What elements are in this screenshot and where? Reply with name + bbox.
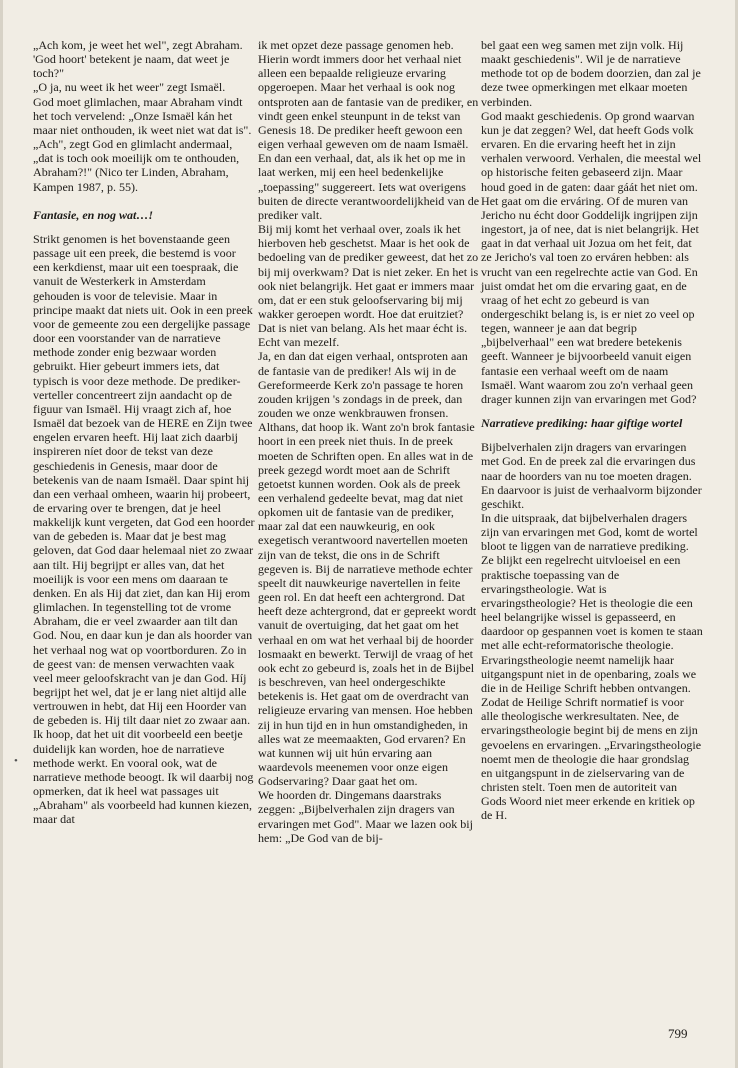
spacer [481,430,703,440]
paragraph: Ik hoop, dat het uit dit voorbeeld een beetje duidelijk kan worden, hoe de narratieve methode werkt. En vooral ook, wat de narratieve methode beoogt. Ik wil daarbij nog opmerken, dat ik heel wat passages uit „Abraham" als voorbeeld had kunnen kiezen, maar dat [33,727,254,827]
paragraph: ik met opzet deze passage genomen heb. Hierin wordt immers door het verhaal niet alleen een bepaalde religieuze ervaring opgeroepen. Maar het verhaal is ook nog ontsproten aan de fantasie van de prediker, en vindt geen enkel steunpunt in de tekst van Genesis 18. De prediker heeft gewoon een eigen verhaal geweven om de naam Ismaël. En dan een verhaal, dat, als ik het op me in laat werken, mij een heel bedenkelijke „toepassing" suggereert. Iets wat overigens buiten de directe verantwoordelijkheid van de prediker valt. [258,38,480,222]
paragraph: Ja, en dan dat eigen verhaal, ontsproten aan de fantasie van de prediker! Als wij in de Gereformeerde Kerk zo'n passage te horen zouden krijgen 's zondags in de preek, dan zouden we onze wenkbrauwen fronsen. Althans, dat hoop ik. Want zo'n brok fantasie hoort in een preek niet thuis. In de preek moeten de Schriften open. En alles wat in de preek gezegd wordt moet aan de Schrift getoetst kunnen worden. Ook als de preek een verhalend gedeelte bevat, mag dat niet opkomen uit de fantasie van de prediker, maar zal dat een nauwkeurig, en ook exegetisch verantwoord navertellen moeten zijn van de tekst, die ons in de Schrift gegeven is. Bij de narratieve methode echter speelt dit nauwkeurige navertellen in feite geen rol. En dat heeft een achtergrond. Dat heeft deze achtergrond, dat er gepreekt wordt vanuit de overtuiging, dat het gaat om het verhaal en om wat het verhaal bij de hoorder losmaakt en bewerkt. Terwijl de vraag of het ook echt zo gebeurd is, zoals het in de Bijbel is beschreven, van heel ondergeschikte betekenis is. Het gaat om de overdracht van religieuze ervaring van mensen. Hoe hebben zij in hun tijd en in hun omstandigheden, in alles wat ze meemaakten, God ervaren? En wat kunnen wij uit hún ervaring aan waardevols meenemen voor onze eigen Godservaring? Daar gaat het om. [258,349,477,789]
paragraph: In die uitspraak, dat bijbelverhalen dragers zijn van ervaringen met God, komt de wortel bloot te liggen van de narratieve prediking. Ze blijkt een regelrecht uitvloeisel en een praktische toepassing van de ervaringstheologie. Wat is ervaringstheologie? Het is theologie die een heel belangrijke wissel is gepasseerd, en daardoor op gespannen voet is komen te staan met alle echt-reformatorische theologie. Ervaringstheologie neemt namelijk haar uitgangspunt niet in de openbaring, zoals we die in de Heilige Schrift hebben ontvangen. Zodat de Heilige Schrift normatief is voor alle theologische werkresultaten. Nee, de ervaringstheologie begint bij de mens en zijn gevoelens en ervaringen. „Ervaringstheologie noemt men de theologie die haar grondslag en uitgangspunt in de zielservaring van de christen stelt. Toen men de autoriteit van Gods Woord niet meer erkende en kritiek op de H. [481,511,703,823]
paragraph: Bij mij komt het verhaal over, zoals ik het hierboven heb geschetst. Maar is het ook de bedoeling van de prediker geweest, dat het zo bij mij overkwam? Dat is niet zeker. En het is ook niet belangrijk. Het gaat er immers maar om, dat er een stuk geloofservaring bij mij wakker geroepen wordt. Hoe dat eruitziet? Dat is niet van belang. Als het maar écht is. Echt van mezelf. [258,222,479,350]
page-left-edge [0,0,3,1068]
paragraph: „Ach", zegt God en glimlacht andermaal, „dat is toch ook moeilijk om te onthouden, Abraham?!" (Nico ter Linden, Abraham, Kampen 1987, p. 55). [33,137,240,194]
paragraph: God moet glimlachen, maar Abraham vindt het toch vervelend: „Onze Ismaël kán het maar niet onthouden, ik weet niet wat dat is". [33,94,252,137]
margin-mark: • [14,755,18,767]
column-left [33,38,255,827]
column-right [481,38,703,822]
section-heading-fantasie: Fantasie, en nog wat…! [33,207,154,222]
spacer [33,222,255,232]
spacer [33,194,255,208]
column-middle [258,38,480,845]
paragraph: bel gaat een weg samen met zijn volk. Hij maakt geschiedenis". Wil je de narratieve methode tot op de bodem doorzien, dan zal je deze twee opmerkingen met elkaar moeten verbinden. [481,38,701,109]
paragraph: „Ach kom, je weet het wel", zegt Abraham. 'God hoort' betekent je naam, dat weet je toch?" [33,38,243,81]
spacer [481,406,703,416]
paragraph: „O ja, nu weet ik het weer" zegt Ismaël. [33,80,226,95]
paragraph: We hoorden dr. Dingemans daarstraks zeggen: „Bijbelverhalen zijn dragers van ervaringen met God". Maar we lazen ook bij hem: „De God van de bij- [258,788,473,845]
paragraph: Strikt genomen is het bovenstaande geen passage uit een preek, die bestemd is voor een kerkdienst, maar uit een toespraak, die vanuit de Westerkerk in Amsterdam gehouden is voor de televisie. Maar in principe maakt dat niets uit. Ook in een preek voor de gemeente zou een dergelijke passage door een voorstander van de narratieve methode zonder enig bezwaar worden gebruikt. Hier gebeurt immers iets, dat typisch is voor deze methode. De prediker-verteller concentreert zijn aandacht op de figuur van Ismaël. Hij vraagt zich af, hoe Ismaël dat bezoek van de HERE en Zijn twee engelen ervaren heeft. Hij laat zich daarbij inspireren níet door de tekst van deze geschiedenis in Genesis, maar door de betekenis van de naam Ismaël. Daar spint hij dan een verhaal omheen, waarin hij probeert, de ervaring over te brengen, dat je heel makkelijk kunt vergeten, dat God een hoorder van de gebeden is. Maar dat je best mag geloven, dat God daar helemaal niet zo zwaar aan tilt. Hij begrijpt er alles van, dat het moeilijk is voor een mens om daaraan te denken. En als Hij dat ziet, dan kan Hij erom glimlachen. In tegenstelling tot de vrome Abraham, die er veel zwaarder aan tilt dan God. Nou, en daar kun je dan als hoorder van het verhaal nog wat op voortborduren. Zo in de geest van: de mensen verwachten vaak veel meer geloofskracht van je dan God. Híj begrijpt het wel, dat je er lang niet altijd alle vertrouwen in hebt, dat Hij een Hoorder van de gebeden is. Hij tilt daar niet zo zwaar aan. [33,232,255,728]
paragraph: God maakt geschiedenis. Op grond waarvan kun je dat zeggen? Wel, dat heeft Gods volk ervaren. En die ervaring heeft het in zijn verhalen verwoord. Verhalen, die meestal wel op historische feiten gebaseerd zijn. Maar houd goed in de gaten: daar gáát het niet om. Het gaat om die erváring. Of de muren van Jericho nu écht door Goddelijk ingrijpen zijn ingestort, ja of nee, dat is niet belangrijk. Het gaat in dat verhaal uit Jozua om het feit, dat ze Jericho's val toen zo erváren hebben: als vrucht van een regelrechte actie van God. En juist omdat het om die ervaring gaat, en de vraag of het echt zo gebeurd is van ondergeschikt belang is, is er niet zo veel op tegen, wanneer je aan dat begrip „bijbelverhaal" een wat bredere betekenis geeft. Wanneer je bijvoorbeeld vanuit eigen fantasie een verhaal weeft om de naam Ismaël. Want waarom zou zo'n verhaal geen drager kunnen zijn van ervaringen met God? [481,108,702,406]
section-heading-narratieve-prediking: Narratieve prediking: haar giftige wortel [481,416,683,431]
page-number: 799 [668,1026,688,1041]
paragraph: Bijbelverhalen zijn dragers van ervaringen met God. En de preek zal die ervaringen dus naar de hoorders van nu toe moeten dragen. En daarvoor is juist de verhaalvorm bijzonder geschikt. [481,440,702,511]
